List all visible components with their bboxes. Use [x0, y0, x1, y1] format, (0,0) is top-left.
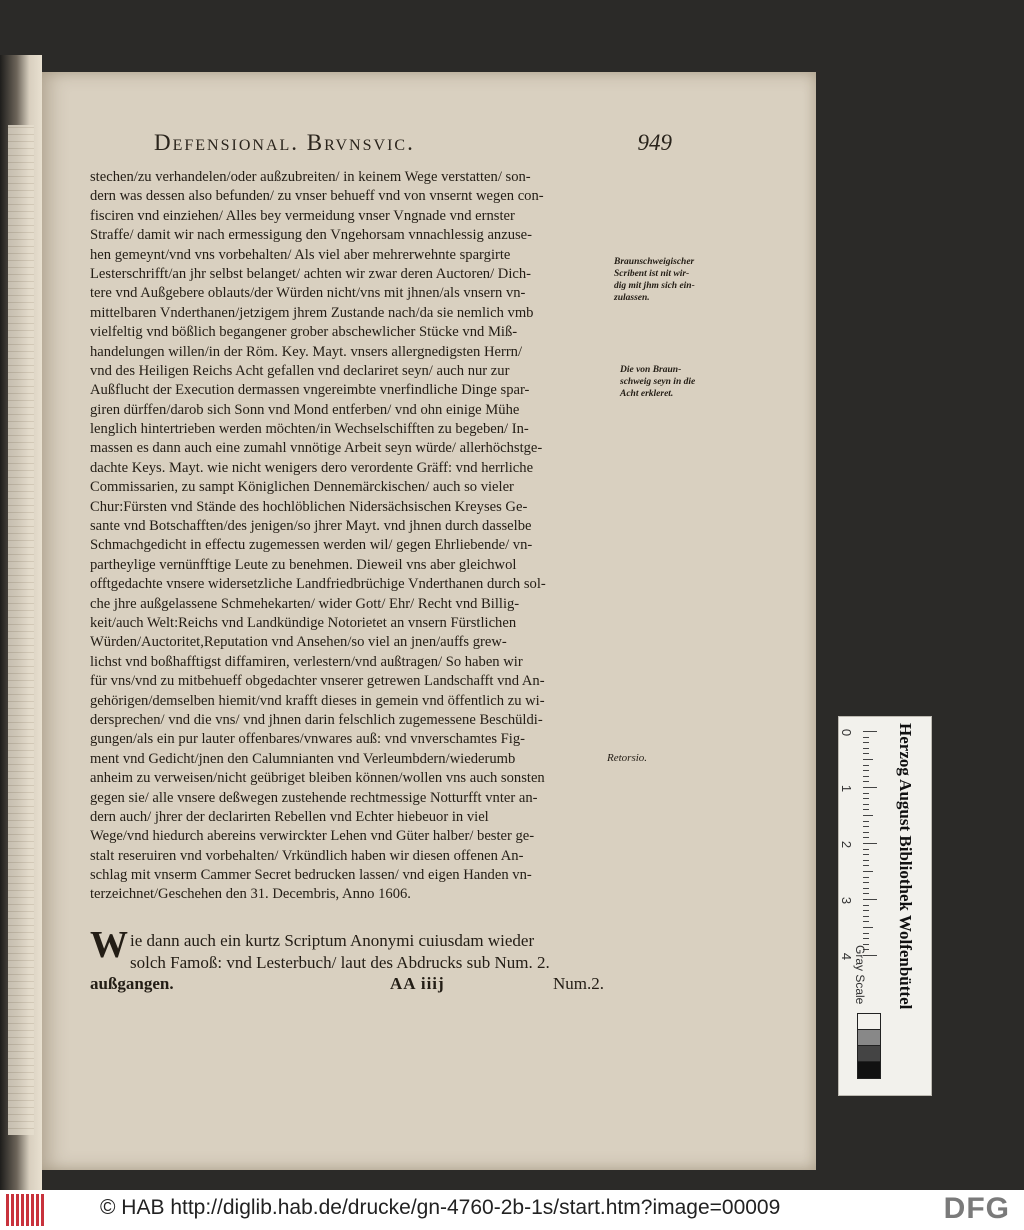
ruler-tick: [863, 826, 869, 827]
ruler-tick: [863, 877, 869, 878]
header-title: Defensional. Brvnsvic.: [154, 130, 415, 155]
page-number: 949: [637, 130, 672, 155]
body-line: ment vnd Gedicht/jnen den Calumnianten vnd Verleumbdern/wiederumb: [90, 750, 516, 767]
body-line: handelungen willen/in der Röm. Key. Mayt. vnsers allergnedigsten Herrn/: [90, 343, 523, 360]
ruler-number: 4: [839, 952, 855, 961]
number-note: Num.2.: [553, 974, 604, 993]
running-header: [154, 130, 672, 170]
body-line: Commissarien, zu sampt Königlichen Dennemärckischen/ auch so vieler: [90, 479, 514, 496]
ruler-tick: [863, 888, 869, 889]
body-line: che jhre außgelassene Schmehekarten/ wider Gott/ Ehr/ Recht vnd Billig-: [90, 595, 520, 612]
body-line: stechen/zu verhandelen/oder außzubreiten/ in keinem Wege verstatten/ son-: [90, 169, 531, 185]
body-line: tere vnd Außgebere oblauts/der Würden nicht/vns mit jhnen/als vnsern vn-: [90, 285, 526, 302]
ruler-tick: [863, 787, 877, 788]
ruler-tick: [863, 748, 869, 749]
ruler-tick: [863, 938, 869, 939]
body-line: offtgedachte vnsere widersetzliche Landfriedbrüchige Vnderthanen durch sol-: [90, 576, 546, 593]
ruler-tick: [863, 910, 869, 911]
margin-note-retorsio: [607, 752, 687, 764]
ruler-tick: [863, 860, 869, 861]
body-line: keit/auch Welt:Reichs vnd Landkündige Notorietet an vnsern Fürstlichen: [90, 614, 517, 631]
adjacent-page-edge: [0, 55, 42, 1190]
ruler-tick: [863, 737, 869, 738]
ruler-tick: [863, 804, 869, 805]
hab-logo-icon: [6, 1194, 46, 1226]
body-line: Schmachgedicht in effectu zugemessen werden wil/ gegen Ehrliebende/ vn-: [90, 537, 533, 554]
closing-line-1-text: ie dann auch ein kurtz Scriptum Anonymi cuiusdam wieder: [130, 931, 535, 950]
body-line: vielfeltig vnd bößlich begangener grober abschewlicher Stücke vnd Miß-: [90, 324, 518, 341]
ruler-tick: [863, 742, 869, 743]
body-line: Würden/Auctoritet,Reputation vnd Ansehen/so viel an jnen/auffs grew-: [90, 634, 507, 651]
body-line: schlag mit vnserm Cammer Secret bedrucken lassen/ vnd eigen Handen vn-: [90, 867, 532, 884]
body-line: giren dürffen/darob sich Sonn vnd Mond entferben/ vnd ohn einige Mühe: [90, 401, 520, 418]
ruler-tick: [863, 776, 869, 777]
source-link[interactable]: © HAB http://diglib.hab.de/drucke/gn-4760-2b-1s/start.htm?image=00009: [100, 1196, 781, 1219]
ruler-tick: [863, 765, 869, 766]
library-name: Herzog August Bibliothek Wolfenbüttel: [896, 723, 915, 1010]
ruler-tick: [863, 927, 873, 928]
margin-note-line: Die von Braun-: [620, 365, 682, 375]
ruler-tick: [863, 871, 873, 872]
body-line: massen es dann auch eine zumahl vnnötige Arbeit seyn würde/ allerhöchstge-: [90, 440, 543, 457]
gray-swatch-black: [857, 1061, 881, 1079]
viewer-footer: [0, 1190, 1024, 1230]
body-line: lenglich hintertrieben werden möchten/in Wechselschifften zu begeben/ In-: [90, 421, 529, 438]
body-line: fisciren vnd einziehen/ Alles bey vermeidung vnser Vngnade vnd ernster: [90, 207, 515, 224]
body-line: vnd des Heiligen Reichs Acht gefallen vnd declariret seyn/ auch nur zur: [90, 362, 510, 379]
body-line: terzeichnet/Geschehen den 31. Decembris, Anno 1606.: [90, 886, 411, 903]
ruler-tick: [863, 854, 869, 855]
margin-note-line: Braunschweigischer: [614, 257, 695, 267]
body-line: für vns/vnd zu mitbehueff obgedachter vnserer getrewen Landschafft vnd An-: [90, 673, 545, 690]
body-line: Straffe/ damit wir nach ermessigung den Vngehorsam vnnachlessig anzuse-: [90, 227, 533, 244]
body-line: sante vnd Botschafften/des jenigen/so jhrer Mayt. vnd jhnen durch dasselbe: [90, 518, 532, 535]
ruler-tick: [863, 849, 869, 850]
ruler-tick: [863, 843, 877, 844]
ruler-number: 3: [839, 896, 855, 905]
body-line: dersprechen/ vnd die vns/ vnd jhnen darin felschlich zugemessene Beschüldi-: [90, 711, 543, 728]
drop-cap: W: [90, 924, 128, 966]
body-line: hen gemeynt/vnd vns vorbehalten/ Als viel aber mehrerwehnte spargirte: [90, 246, 511, 263]
ruler-tick: [863, 793, 869, 794]
body-line: mittelbaren Vnderthanen/jetzigem jhrem Zustande nach/da sie nemlich vmb: [90, 304, 534, 321]
body-line: Chur:Fürsten vnd Stände des hochlöblichen Nidersächsischen Kreyses Ge-: [90, 498, 528, 515]
body-line: gungen/als ein pur lauter offenbares/vnwares auß: vnd vnverschamtes Fig-: [90, 731, 525, 748]
ruler-tick: [863, 759, 873, 760]
closing-line-2: solch Famoß: vnd Lesterbuch/ laut des Abdrucks sub Num. 2.: [130, 953, 550, 972]
body-line: dern auch/ jhrer der declarirten Rebellen vnd Echter hiebeuor in viel: [90, 808, 489, 825]
page-stack-edge: [8, 125, 34, 1135]
signature-mark: AA iiij: [390, 974, 445, 993]
ruler-tick: [863, 798, 869, 799]
body-text: [90, 168, 620, 905]
margin-note-line: Retorsio.: [607, 752, 648, 764]
ruler-tick: [863, 781, 869, 782]
ruler-number: 1: [839, 784, 855, 793]
ruler-tick: [863, 882, 869, 883]
body-line: dern was dessen also befunden/ zu vnser behueff vnd von vnsernt wegen con-: [90, 188, 544, 205]
ruler-tick: [863, 893, 869, 894]
margin-note-1: [614, 256, 754, 304]
margin-note-line: Scribent ist nit wir-: [614, 269, 690, 279]
body-line: gehörigen/demselben hiemit/vnd krafft dieses in gemein vnd öffentlich zu wi-: [90, 692, 545, 709]
catchword: außgangen.: [90, 974, 174, 993]
closing-paragraph: [90, 924, 630, 974]
body-line: stalt reseruiren vnd vorbehalten/ Vrkündlich haben wir diesen offenen An-: [90, 847, 524, 864]
margin-note-2: [620, 364, 720, 400]
body-line: lichst vnd boßhafftigst diffamiren, verlestern/vnd außtragen/ So haben wir: [90, 653, 523, 670]
ruler-tick: [863, 753, 869, 754]
dfg-logo: DFG: [943, 1192, 1010, 1225]
scale-ruler: [838, 716, 932, 1096]
ruler-tick: [863, 837, 869, 838]
margin-note-line: schweig seyn in die: [620, 377, 696, 387]
ruler-tick: [863, 821, 869, 822]
margin-note-line: dig mit jhm sich ein-: [614, 281, 695, 291]
ruler-tick: [863, 905, 869, 906]
ruler-tick: [863, 770, 869, 771]
library-label: [883, 723, 927, 1089]
ruler-tick: [863, 865, 869, 866]
body-line: Lesterschrifft/an jhr selbst belanget/ achten wir zwar deren Auctoren/ Dich-: [90, 265, 532, 282]
ruler-tick: [863, 916, 869, 917]
body-line: gegen sie/ alle vnsere deßwegen zustehende rechtmessige Notturfft vnter an-: [90, 789, 538, 806]
scanned-page: [42, 72, 816, 1170]
body-line: Außflucht der Execution dermassen vngereimbte vnerfindliche Dinge spar-: [90, 382, 530, 399]
body-line: partheylige vernünfftige Leute zu benehmen. Dieweil vns aber gleichwol: [90, 556, 517, 573]
ruler-number: 0: [839, 728, 855, 737]
ruler-tick: [863, 815, 873, 816]
gray-scale-label: Gray Scale: [853, 945, 867, 1005]
body-line: anheim zu verweisen/nicht geübriget bleiben können/wollen vns auch sonsten: [90, 770, 545, 787]
ruler-tick: [863, 899, 877, 900]
ruler-tick: [863, 933, 869, 934]
margin-note-line: zulassen.: [614, 293, 650, 303]
body-line: Wege/vnd hiedurch abereins verwirckter Lehen vnd Güter halber/ bester ge-: [90, 828, 535, 845]
ruler-tick: [863, 921, 869, 922]
ruler-tick: [863, 832, 869, 833]
signature-row: [90, 974, 630, 998]
margin-note-line: Acht erkleret.: [620, 389, 674, 399]
ruler-number: 2: [839, 840, 855, 849]
ruler-tick: [863, 731, 877, 732]
body-line: dachte Keys. Mayt. wie nicht wenigers dero verordente Gräff: vnd herrliche: [90, 459, 534, 476]
ruler-tick: [863, 809, 869, 810]
